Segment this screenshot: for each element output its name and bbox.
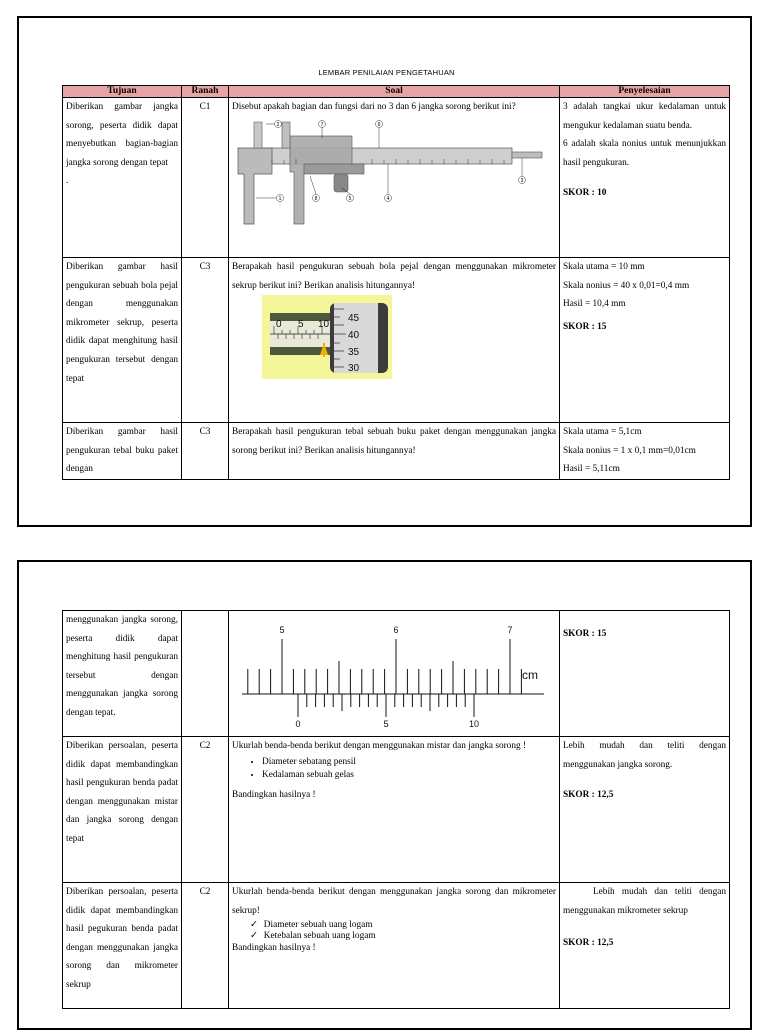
ranah-cell xyxy=(182,611,229,737)
document-title: LEMBAR PENILAIAN PENGETAHUAN xyxy=(318,68,455,77)
penyelesaian-line: Skala utama = 5,1cm xyxy=(563,427,642,437)
penyelesaian-text: Lebih mudah dan teliti dengan menggunakan mikrometer sekrup xyxy=(563,887,726,916)
tujuan-text: menggunakan jangka sorong, peserta didik dapat menghitung hasil pengukuran tersebut dengan menggunakan jangka sorong dengan tepat. xyxy=(66,615,178,718)
penyelesaian-line: Skala nonius = 40 x 0,01=0,4 mm xyxy=(563,280,690,291)
penyelesaian-cell xyxy=(560,883,730,1009)
tujuan-cell xyxy=(63,423,182,480)
tujuan-text: Diberikan gambar hasil pengukuran tebal buku paket dengan xyxy=(66,427,178,475)
list-item: ✓ Diameter sebuah uang logam xyxy=(250,920,556,931)
soal-cell xyxy=(229,737,560,883)
micrometer-label: 45 xyxy=(348,313,360,325)
main-scale-label: 5 xyxy=(279,625,285,635)
soal-checklist xyxy=(232,920,556,942)
micrometer-label: 40 xyxy=(348,330,360,342)
soal-cell xyxy=(229,98,560,258)
nonius-scale-label: 5 xyxy=(383,719,389,729)
penyelesaian-cell xyxy=(560,737,730,883)
skor-label: SKOR : 12,5 xyxy=(563,790,614,801)
list-item: ✓ Ketebalan sebuah uang logam xyxy=(250,931,556,942)
main-scale-label: 7 xyxy=(507,625,513,635)
header-penyelesaian: Penyelesaian xyxy=(560,86,730,98)
caliper-label: 2 xyxy=(276,122,280,128)
micrometer-label: 5 xyxy=(298,319,304,331)
skor-label: SKOR : 12,5 xyxy=(563,938,614,949)
penyelesaian-text: Lebih mudah dan teliti dengan menggunakan jangka sorong. xyxy=(563,741,726,770)
caliper-label: 6 xyxy=(377,122,381,128)
table-row xyxy=(63,883,730,1009)
assessment-table-1 xyxy=(62,85,730,480)
table-row xyxy=(63,98,730,258)
scale-unit: cm xyxy=(522,668,538,682)
tujuan-cell xyxy=(63,883,182,1009)
soal-cell xyxy=(229,883,560,1009)
micrometer-label: 10 xyxy=(318,319,330,331)
micrometer-label: 30 xyxy=(348,363,360,375)
document-page-1 xyxy=(17,16,752,527)
list-item: • Kedalaman sebuah gelas xyxy=(262,769,556,782)
skor-label: SKOR : 15 xyxy=(563,629,607,639)
soal-end-text: Bandingkan hasilnya ! xyxy=(232,789,316,800)
caliper-label: 4 xyxy=(386,196,390,202)
skor-label: SKOR : 10 xyxy=(563,188,607,199)
penyelesaian-line: Hasil = 5,11cm xyxy=(563,464,620,475)
nonius-scale-label: 10 xyxy=(468,719,480,729)
soal-text: Ukurlah benda-benda berikut dengan menggunakan mistar dan jangka sorong ! xyxy=(232,741,527,751)
penyelesaian-cell xyxy=(560,98,730,258)
micrometer-figure xyxy=(262,295,392,379)
table-header-row xyxy=(63,86,730,98)
tujuan-cell xyxy=(63,611,182,737)
soal-text: Ukurlah benda-benda berikut dengan menggunakan jangka sorong dan mikrometer sekrup! xyxy=(232,887,556,916)
table-row xyxy=(63,423,730,480)
ranah-cell: C3 xyxy=(182,423,229,480)
tujuan-cell xyxy=(63,258,182,423)
tujuan-extra: . xyxy=(66,176,69,187)
ranah-cell: C2 xyxy=(182,883,229,1009)
vernier-caliper-figure xyxy=(232,114,552,232)
micrometer-label: 35 xyxy=(348,347,360,359)
ranah-cell: C3 xyxy=(182,258,229,423)
tujuan-cell xyxy=(63,98,182,258)
header-soal: Soal xyxy=(229,86,560,98)
tujuan-cell xyxy=(63,737,182,883)
list-item: • Diameter sebatang pensil xyxy=(262,756,556,769)
tujuan-text: Diberikan persoalan, peserta didik dapat membandingkan hasil pegukuran benda padat dengan menggunakan jangka sorong dan mikrometer sekrup xyxy=(66,887,178,990)
nonius-scale-label: 0 xyxy=(295,719,301,729)
tujuan-text: Diberikan gambar jangka sorong, peserta didik dapat menyebutkan bagian-bagian jangka sorong dengan tepat xyxy=(66,102,178,168)
soal-text: Disebut apakah bagian dan fungsi dari no 3 dan 6 jangka sorong berikut ini? xyxy=(232,102,516,112)
caliper-label: 3 xyxy=(520,178,524,184)
table-row xyxy=(63,611,730,737)
assessment-table-2 xyxy=(62,610,730,1009)
document-page-2 xyxy=(17,560,752,1030)
penyelesaian-text: 6 adalah skala nonius untuk menunjukkan hasil pengukuran. xyxy=(563,139,726,168)
main-scale-label: 6 xyxy=(393,625,399,635)
soal-cell xyxy=(229,611,560,737)
penyelesaian-cell xyxy=(560,258,730,423)
ranah-cell: C2 xyxy=(182,737,229,883)
caliper-label: 1 xyxy=(278,196,282,202)
tujuan-text: Diberikan gambar hasil pengukuran sebuah bola pejal dengan menggunakan mikrometer sekrup, peserta didik dapat menghitung hasil pengukuran tersebut dengan tepat xyxy=(66,262,178,384)
skor-label: SKOR : 15 xyxy=(563,321,607,332)
soal-cell xyxy=(229,258,560,423)
caliper-label: 5 xyxy=(348,196,352,202)
soal-text: Berapakah hasil pengukuran sebuah bola pejal dengan menggunakan mikrometer sekrup berikut ini? Berikan analisis hitungannya! xyxy=(232,262,556,291)
soal-cell xyxy=(229,423,560,480)
ranah-cell: C1 xyxy=(182,98,229,258)
table-row xyxy=(63,258,730,423)
penyelesaian-cell xyxy=(560,423,730,480)
soal-list xyxy=(232,756,556,782)
penyelesaian-line: Skala nonius = 1 x 0,1 mm=0,01cm xyxy=(563,445,696,456)
tujuan-text: Diberikan persoalan, peserta didik dapat membandingkan hasil pengukuran benda padat dengan menggunakan mistar dan jangka sorong dengan tepat xyxy=(66,741,178,844)
header-tujuan: Tujuan xyxy=(63,86,182,98)
penyelesaian-text: 3 adalah tangkai ukur kedalaman untuk mengukur kedalaman suatu benda. xyxy=(563,102,726,131)
micrometer-label: 0 xyxy=(276,319,282,331)
soal-end-text: Bandingkan hasilnya ! xyxy=(232,943,316,954)
penyelesaian-line: Skala utama = 10 mm xyxy=(563,262,645,272)
vernier-scale-figure xyxy=(232,611,552,729)
caliper-label: 8 xyxy=(314,196,318,202)
penyelesaian-cell xyxy=(560,611,730,737)
table-row xyxy=(63,737,730,883)
soal-text: Berapakah hasil pengukuran tebal sebuah buku paket dengan menggunakan jangka sorong berikut ini? Berikan analisis hitungannya! xyxy=(232,427,556,456)
penyelesaian-line: Hasil = 10,4 mm xyxy=(563,299,626,310)
caliper-label: 7 xyxy=(320,122,324,128)
header-ranah: Ranah xyxy=(182,86,229,98)
